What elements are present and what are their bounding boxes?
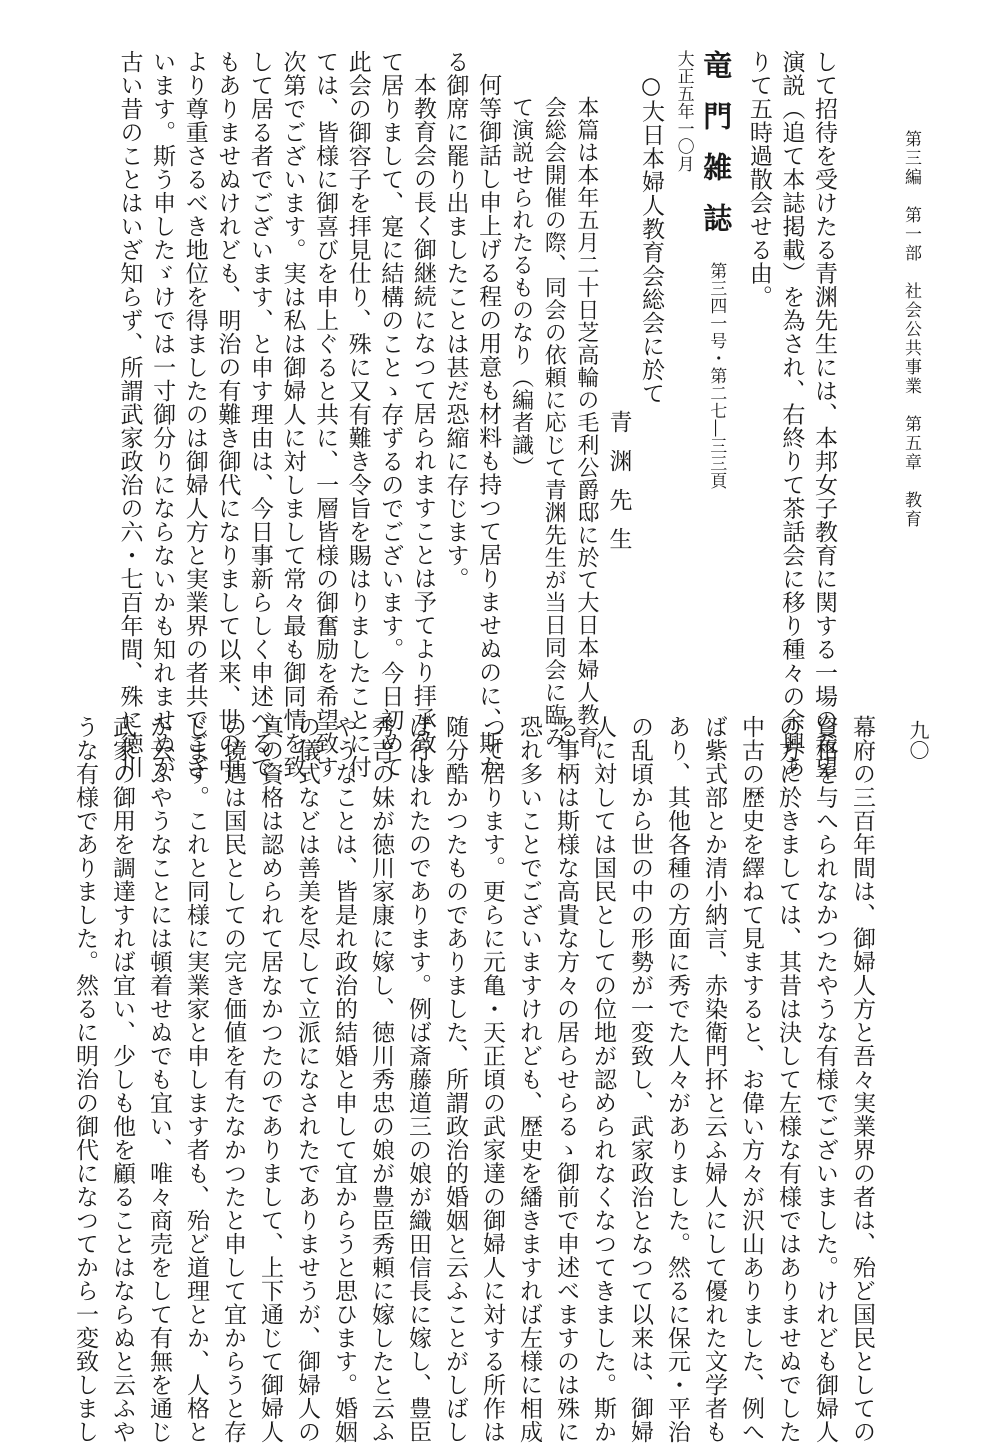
magazine-title: 竜門雑誌 xyxy=(699,50,734,254)
body-line: 何等御話し申上げる程の用意も材料も持つて居りませぬのに、斯か xyxy=(475,73,502,778)
intro-line: して招待を受けたる青渊先生には、本邦女子教育に関する一場の希望 xyxy=(811,50,837,779)
body-line: 本教育会の長く御継続になつて居られますことは予てより拝承致し xyxy=(409,73,436,778)
body-line: 随分酷かつたものでありました、所謂政治的婚姻と云ふことがしばし xyxy=(442,715,468,1444)
page-number: 九〇 xyxy=(906,720,930,760)
issue-date: 大正五年一〇月 xyxy=(673,50,694,173)
intro-line: 演説（追て本誌掲載）を為され、右終りて茶話会に移り種々の余興あ xyxy=(778,50,805,779)
article-heading: ○大日本婦人教育会総会に於て xyxy=(638,73,665,405)
body-line: 人に対しては国民としての位地が認められなくなつてきました。斯か xyxy=(590,715,616,1444)
editor-note-line: 本篇は本年五月二十日芝高輪の毛利公爵邸に於て大日本婦人教育 xyxy=(573,96,599,749)
body-line: 資格を与へられなかつたやうな有様でございました。けれども御婦人 xyxy=(812,715,838,1444)
body-line: より尊重さるべき地位を得ましたのは御婦人方と実業界の者共でござ xyxy=(181,50,208,779)
body-line: て居りまして、寔に結構のことゝ存ずるのでございます。今日初めて xyxy=(377,50,404,779)
issue-number: 第三四一号・第二七―三三頁 xyxy=(706,261,727,490)
lower-text-block xyxy=(60,715,880,1444)
body-line: あり、其他各種の方面に秀でた人々がありました。然るに保元・平治 xyxy=(664,715,690,1444)
body-line: 次第でございます。実は私は御婦人に対しまして常々最も御同情を致 xyxy=(279,50,306,779)
body-line: か云ふやうなことには頓着せぬでも宜い、唯々商売をして有無を通じ xyxy=(146,715,172,1444)
body-line: 恐れ多いことでございますけれども、歴史を繙きますれば左様に相成 xyxy=(516,715,542,1444)
body-line: 幕府の三百年間は、御婦人方と吾々実業界の者は、殆ど国民としての xyxy=(849,715,875,1444)
body-line: ては、皆様に御喜びを申上ぐると共に、一層皆様の御奮励を希望致す xyxy=(312,50,339,779)
article-author: 青渊先生 xyxy=(605,410,632,566)
body-line: やうなことは、皆是れ政治的結婚と申して宜からうと思ひます。婚姻 xyxy=(331,715,357,1444)
body-line: つて居ります。更らに元亀・天正頃の武家達の御婦人に対する所作は xyxy=(479,715,505,1444)
body-line: 真の資格は認められて居なかつたのでありまして、上下通じて御婦人 xyxy=(257,715,283,1444)
body-line: る御席に罷り出ましたことは甚だ恐縮に存じます。 xyxy=(442,50,469,591)
body-line: して居る者でございます、と申す理由は、今日事新らしく申述べるで xyxy=(246,50,273,779)
body-line: います。斯う申したゞけでは一寸御分りにならないかも知れませぬが xyxy=(149,50,176,779)
intro-line: りて五時過散会せる由。 xyxy=(745,50,772,309)
body-line: の境遇は国民としての完き価値を有たなかつたと申して宜からうと存 xyxy=(220,715,246,1444)
upper-text-block xyxy=(60,50,840,779)
running-head: 第三編 第一部 社会公共事業 第五章 教育 xyxy=(901,130,921,529)
body-line: 此会の御容子を拝見仕り、殊に又有難き令旨を賜はりましたことに付 xyxy=(344,50,371,779)
body-line: の方に於きましては、其昔は決して左様な有様ではありませぬでした xyxy=(775,715,801,1444)
body-line: 古い昔のことはいざ知らず、所謂武家政治の六・七百年間、殊に徳川 xyxy=(116,50,143,779)
editor-note-line: 会総会開催の際、同会の依頼に応じて青渊先生が当日同会に臨み xyxy=(541,96,567,749)
body-line: の儀式などは善美を尽して立派になされたでありませうが、御婦人の xyxy=(294,715,320,1444)
editor-note-line: て演説せられたるものなり（編者識） xyxy=(508,96,534,479)
body-line: 武家の御用を調達すれば宜い、少しも他を顧ることはならぬと云ふや xyxy=(109,715,135,1444)
body-line: 秀吉の妹が徳川家康に嫁し、徳川秀忠の娘が豊臣秀頼に嫁したと云ふ xyxy=(368,715,394,1444)
body-line: もありませぬけれども、明治の有難き御代になりまして以来、世の中 xyxy=(214,50,241,779)
body-line: ば行はれたのであります。例ば斎藤道三の娘が織田信長に嫁し、豊臣 xyxy=(405,715,431,1444)
body-line: じます。これと同様に実業家と申します者も、殆ど道理とか、人格と xyxy=(183,715,209,1444)
body-line: ば紫式部とか清小納言、赤染衛門抔と云ふ婦人にして優れた文学者も xyxy=(701,715,727,1444)
spacer xyxy=(732,50,742,670)
body-line: の乱頃から世の中の形勢が一変致し、武家政治となつて以来は、御婦 xyxy=(627,715,653,1444)
body-line: る事柄は斯様な高貴な方々の居らせらるゝ御前で申述べますのは殊に xyxy=(553,715,579,1444)
source-citation xyxy=(667,50,732,670)
body-line: 中古の歴史を繹ねて見ますると、お偉い方々が沢山ありました、例へ xyxy=(738,715,764,1444)
body-line: うな有様でありました。然るに明治の御代になつてから一変致しまし xyxy=(72,715,98,1444)
